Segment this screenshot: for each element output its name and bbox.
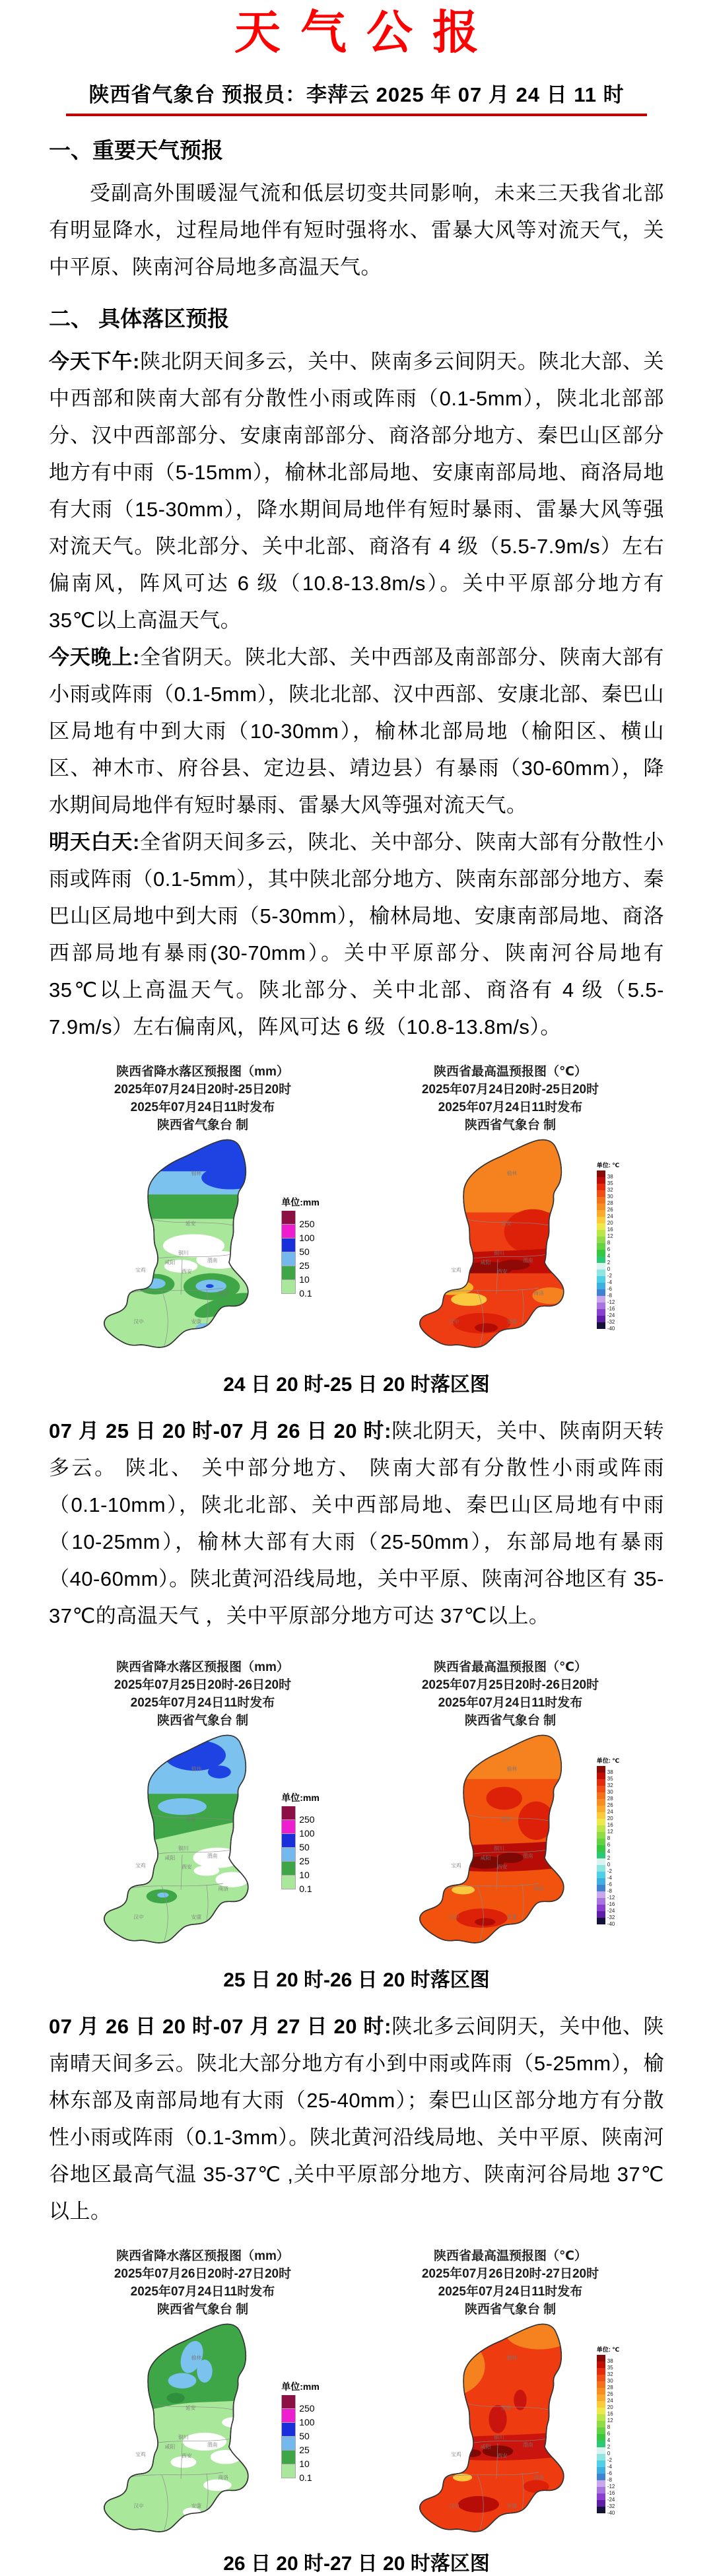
legend-value: 32 (607, 1186, 613, 1193)
legend-swatch (281, 2409, 296, 2423)
legend-value: 0 (607, 2450, 611, 2457)
legend-value: -16 (607, 2490, 615, 2496)
legend-value: 250 (299, 1218, 315, 1229)
map-title-line: 2025年07月24日11时发布 (130, 2285, 275, 2299)
temp-map-day1 (401, 1135, 594, 1353)
legend-swatch (597, 1177, 605, 1184)
legend-swatch (597, 1263, 605, 1270)
legend-value: -24 (607, 2496, 615, 2503)
legend-value: 24 (607, 1808, 613, 1815)
legend-swatch (597, 2388, 605, 2394)
legend-swatch (597, 1237, 605, 1243)
legend-value: 8 (607, 2423, 611, 2430)
legend-swatch (281, 1848, 296, 1862)
legend-swatch (597, 1858, 605, 1865)
legend-value: 26 (607, 1206, 613, 1213)
legend-value: 24 (607, 1213, 613, 1219)
legend-unit-label: 单位: ℃ (596, 1161, 620, 1169)
legend-swatch (597, 1852, 605, 1858)
legend-value: 28 (607, 1200, 613, 1206)
legend-swatch (597, 2381, 605, 2388)
legend-value: 0 (607, 1861, 611, 1868)
legend-value: -4 (607, 1874, 612, 1881)
map-pair-caption-day1: 24 日 20 时-25 日 20 时落区图 (223, 1374, 490, 1396)
legend-value: 10 (299, 1273, 310, 1285)
forecast-period-label: 07 月 26 日 20 时-07 月 27 日 20 时: (49, 2015, 391, 2038)
legend-value: -4 (607, 2463, 612, 2470)
legend-value: 28 (607, 2384, 613, 2390)
legend-value: -6 (607, 1285, 612, 1292)
legend-value: 100 (299, 2416, 315, 2427)
legend-value: 250 (299, 2402, 315, 2414)
legend-swatch (597, 1872, 605, 1878)
forecast-period-label: 07 月 25 日 20 时-07 月 26 日 20 时: (49, 1419, 391, 1442)
legend-value: 28 (607, 1795, 613, 1802)
forecast-tomorrow-day (49, 824, 664, 1046)
map-title-line: 陕西省降水落区预报图（mm） (116, 1065, 289, 1079)
issuer-line: 陕西省气象台 预报员：李萍云 2025 年 07 月 24 日 11 时 (66, 78, 646, 116)
legend-swatch (597, 1210, 605, 1217)
temp-map-day2 (401, 1731, 594, 1949)
legend-value: 30 (607, 1193, 613, 1200)
legend-unit-label: 单位:mm (281, 1792, 320, 1803)
legend-value: 16 (607, 1226, 613, 1233)
temp-map-column (356, 1658, 664, 1949)
legend-value: 100 (299, 1827, 315, 1839)
legend-value: 10 (299, 1869, 310, 1880)
legend-swatch (281, 1225, 296, 1238)
legend-swatch (597, 1197, 605, 1203)
legend-swatch (597, 2480, 605, 2487)
legend-value: 4 (607, 1252, 611, 1259)
temp-map-title (422, 1063, 599, 1134)
legend-swatch (597, 1878, 605, 1885)
legend-value: 0.1 (299, 1287, 312, 1299)
legend-value: 0 (607, 1266, 611, 1272)
section-heading-important: 一、重要天气预报 (49, 138, 223, 162)
legend-entry (597, 2355, 619, 2364)
legend-swatch (281, 1238, 296, 1252)
legend-value: 8 (607, 1835, 611, 1841)
legend-value: 32 (607, 2371, 613, 2377)
legend-swatch (281, 1820, 296, 1834)
legend-swatch (597, 1309, 605, 1316)
legend-swatch (597, 1243, 605, 1250)
map-title-line: 2025年07月24日20时-25日20时 (114, 1083, 292, 1097)
legend-swatch (281, 1211, 296, 1225)
map-title-line: 2025年07月26日20时-27日20时 (421, 2267, 599, 2281)
legend-value: 25 (299, 1260, 310, 1271)
legend-value: -12 (607, 2483, 615, 2490)
legend-value: 4 (607, 1848, 611, 1854)
legend-value: 6 (607, 1246, 611, 1252)
temp-map-column (356, 2247, 664, 2538)
map-title-line: 2025年07月25日20时-26日20时 (421, 1678, 599, 1692)
legend-value: 38 (607, 1173, 613, 1180)
legend-swatch (281, 2464, 296, 2478)
legend-value: 32 (607, 1782, 613, 1788)
legend-swatch (597, 2500, 605, 2507)
map-title-line: 2025年07月24日11时发布 (130, 1101, 275, 1114)
forecast-day3-paragraph (49, 2008, 664, 2230)
legend-value: 26 (607, 1802, 613, 1808)
legend-swatch (597, 2507, 605, 2513)
legend-value: 20 (607, 1815, 613, 1821)
legend-value: 4 (607, 2437, 611, 2443)
precip-map-column (49, 1063, 356, 1353)
important-forecast-paragraph: 受副高外围暖湿气流和低层切变共同影响，未来三天我省北部有明显降水，过程局地伴有短时强将水、雷暴大风等对流天气，关中平原、陕南河谷局地多高温天气。 (49, 182, 664, 279)
temp-map-title (422, 2247, 599, 2319)
legend-swatch (597, 1270, 605, 1276)
temp-map-day3 (401, 2320, 594, 2538)
legend-value: 8 (607, 1239, 611, 1246)
map-pair-caption-day2: 25 日 20 时-26 日 20 时落区图 (223, 1969, 490, 1991)
legend-swatch (597, 2493, 605, 2500)
precip-legend (281, 2380, 320, 2483)
map-title-line: 陕西省最高温预报图（℃） (433, 1660, 587, 1674)
map-title-line: 陕西省降水落区预报图（mm） (116, 2249, 289, 2263)
legend-swatch (597, 2447, 605, 2454)
legend-swatch (597, 2454, 605, 2460)
legend-swatch (281, 1876, 296, 1889)
map-title-line: 陕西省气象台 制 (464, 2303, 557, 2317)
legend-swatch (597, 1845, 605, 1852)
legend-swatch (597, 1766, 605, 1773)
legend-swatch (281, 1266, 296, 1280)
legend-value: -16 (607, 1305, 615, 1312)
legend-swatch (597, 2434, 605, 2441)
precip-map-day1 (86, 1135, 279, 1353)
legend-value: 30 (607, 1788, 613, 1795)
legend-value: -32 (607, 2503, 615, 2509)
forecast-period-label: 今天晚上: (49, 646, 140, 669)
legend-value: 38 (607, 1769, 613, 1775)
legend-value: 30 (607, 2377, 613, 2384)
map-title-line: 陕西省气象台 制 (464, 1118, 557, 1132)
legend-swatch (597, 1283, 605, 1289)
legend-swatch (597, 2368, 605, 2375)
legend-swatch (597, 1786, 605, 1792)
legend-swatch (597, 2487, 605, 2493)
temp-legend (596, 1161, 620, 1332)
legend-value: -6 (607, 2470, 612, 2476)
precip-map-column (49, 2247, 356, 2538)
forecast-period-text: 陕北多云间阴天，关中他、陕南晴天间多云。陕北大部分地方有小到中雨或阵雨（5-25mm），榆林东部及南部局地有大雨（25-40mm）；秦巴山区部分地方有分散性小雨或阵雨（0.1-3mm）。陕北黄河沿线局地、关中平原、陕南河谷地区最高气温 35-37℃ ,关中平原部分地方、陕南河谷局地 37℃以上。 (49, 2015, 664, 2223)
legend-value: 0.1 (299, 1883, 312, 1894)
legend-value: -32 (607, 1318, 615, 1325)
legend-swatch (597, 2408, 605, 2414)
legend-value: -8 (607, 1887, 612, 1894)
legend-swatch (597, 2401, 605, 2408)
legend-swatch (597, 2467, 605, 2474)
legend-value: 26 (607, 2390, 613, 2397)
legend-swatch (597, 1256, 605, 1263)
legend-value: 6 (607, 2430, 611, 2437)
legend-value: 2 (607, 1259, 611, 1266)
legend-value: 16 (607, 2410, 613, 2417)
map-pair-day1 (49, 1063, 664, 1353)
legend-value: 20 (607, 2404, 613, 2410)
legend-swatch (597, 2441, 605, 2447)
forecast-today-afternoon (49, 343, 664, 639)
forecast-period-text: 陕北阴天间多云，关中、陕南多云间阴天。陕北大部、关中西部和陕南大部有分散性小雨或阵雨（0.1-5mm），陕北北部部分、汉中西部部分、安康南部部分、商洛部分地方、秦巴山区部分地方有中雨（5-15mm），榆林北部局地、安康南部局地、商洛局地有大雨（15-30mm），降水期间局地伴有短时暴雨、雷暴大风等强对流天气。陕北部分、关中北部、商洛有 4 级（5.5-7.9m/s）左右偏南风，阵风可达 6 级（10.8-13.8m/s）。关中平原部分地方有 35℃以上高温天气。 (49, 350, 665, 632)
legend-value: -40 (607, 2509, 615, 2516)
map-pair-day2 (49, 1658, 664, 1949)
legend-value: -40 (607, 1920, 615, 1927)
forecast-period-text: 陕北阴天，关中、陕南阴天转多云。 陕北、 关中部分地方、 陕南大部有分散性小雨或阵雨（0.1-10mm），陕北北部、关中西部局地、秦巴山区局地有中雨（10-25mm），榆林大部有大雨（25-50mm），东部局地有暴雨（40-60mm）。陕北黄河沿线局地，关中平原、陕南河谷地区有 35-37℃的高温天气 ，关中平原部分地方可达 37℃以上。 (49, 1419, 664, 1627)
map-title-line: 2025年07月24日11时发布 (438, 2285, 583, 2299)
legend-entry (281, 1806, 320, 1825)
legend-swatch (597, 2421, 605, 2427)
legend-value: 100 (299, 1232, 315, 1243)
legend-value: 16 (607, 1821, 613, 1828)
forecast-period-text: 全省阴天间多云，陕北、关中部分、陕南大部有分散性小雨或阵雨（0.1-5mm），其中陕北部分地方、陕南东部部分地方、秦巴山区局地中到大雨（5-30mm），榆林局地、安康南部局地、商洛西部局地有暴雨(30-70mm）。关中平原部分、陕南河谷局地有 35℃以上高温天气。陕北部分、关中北部、商洛有 4 级（5.5-7.9m/s）左右偏南风，阵风可达 6 级（10.8-13.8m/s）。 (49, 830, 665, 1038)
legend-unit-label: 单位: ℃ (596, 1757, 620, 1764)
legend-swatch (597, 1819, 605, 1825)
map-title-line: 2025年07月24日11时发布 (438, 1101, 583, 1114)
legend-swatch (597, 1885, 605, 1891)
map-title-line: 陕西省气象台 制 (156, 1714, 249, 1728)
issuer-line-wrap (49, 78, 664, 116)
legend-value: 50 (299, 1841, 310, 1852)
legend-value: 35 (607, 1180, 613, 1186)
legend-value: 2 (607, 2443, 611, 2450)
legend-entry (281, 1211, 320, 1229)
precip-map-title (114, 1063, 291, 1134)
map-title-line: 陕西省最高温预报图（℃） (433, 1065, 587, 1079)
legend-value: 20 (607, 1219, 613, 1226)
legend-value: -2 (607, 1868, 612, 1874)
legend-swatch (597, 1905, 605, 1911)
legend-swatch (597, 1773, 605, 1779)
legend-value: 50 (299, 2430, 310, 2441)
map-title-line: 陕西省气象台 制 (156, 1118, 249, 1132)
legend-value: -32 (607, 1914, 615, 1920)
forecast-period-text: 全省阴天。陕北大部、关中西部及南部部分、陕南大部有小雨或阵雨（0.1-5mm），陕北北部、汉中西部、安康北部、秦巴山区局地有中到大雨（10-30mm），榆林北部局地（榆阳区、横山区、神木市、府谷县、定边县、靖边县）有暴雨（30-60mm），降水期间局地伴有短时暴雨、雷暴大风等强对流天气。 (49, 646, 665, 817)
map-title-line: 陕西省降水落区预报图（mm） (116, 1660, 289, 1674)
legend-swatch (281, 1862, 296, 1876)
legend-swatch (597, 1296, 605, 1303)
legend-swatch (597, 2474, 605, 2480)
legend-swatch (281, 2395, 296, 2409)
temp-legend (596, 2345, 620, 2516)
legend-swatch (597, 1865, 605, 1872)
precip-map-day3 (86, 2320, 279, 2538)
legend-swatch (597, 2414, 605, 2421)
legend-swatch (597, 1217, 605, 1223)
legend-value: 12 (607, 2417, 613, 2423)
map-title-line: 陕西省气象台 制 (156, 2303, 249, 2317)
legend-value: 24 (607, 2397, 613, 2404)
legend-value: -40 (607, 1325, 615, 1332)
legend-swatch (281, 2423, 296, 2437)
legend-value: 35 (607, 1775, 613, 1782)
legend-value: 12 (607, 1828, 613, 1835)
temp-regions (401, 1209, 594, 1353)
legend-swatch (597, 1303, 605, 1309)
legend-swatch (281, 2451, 296, 2464)
page-title: 天气公报 (234, 7, 498, 58)
precip-map-column (49, 1658, 356, 1949)
legend-value: 6 (607, 1841, 611, 1848)
legend-value: 0.1 (299, 2472, 312, 2483)
legend-swatch (597, 1918, 605, 1924)
legend-value: -2 (607, 2457, 612, 2463)
legend-swatch (597, 1832, 605, 1839)
forecast-tonight (49, 639, 664, 824)
precip-map-day2 (86, 1731, 279, 1949)
legend-swatch (597, 1825, 605, 1832)
precip-legend (281, 1791, 320, 1894)
section-heading-zones: 二、 具体落区预报 (49, 306, 230, 331)
map-title-line: 2025年07月26日20时-27日20时 (114, 2267, 292, 2281)
legend-value: -16 (607, 1901, 615, 1907)
legend-value: 38 (607, 2357, 613, 2364)
legend-swatch (597, 1322, 605, 1329)
map-title-line: 陕西省气象台 制 (464, 1714, 557, 1728)
forecast-day2-paragraph (49, 1413, 664, 1635)
legend-entry (597, 1766, 619, 1773)
precip-map-title (114, 2247, 291, 2319)
map-title-line: 2025年07月25日20时-26日20时 (114, 1678, 292, 1692)
legend-value: -8 (607, 2476, 612, 2483)
legend-swatch (597, 1223, 605, 1230)
legend-value: 50 (299, 1246, 310, 1257)
legend-swatch (597, 1203, 605, 1210)
weather-bulletin-page (0, 4, 713, 2576)
precip-legend (281, 1196, 320, 1299)
map-pair-day3 (49, 2247, 664, 2538)
legend-swatch (597, 2375, 605, 2381)
legend-swatch (597, 2460, 605, 2467)
legend-unit-label: 单位:mm (281, 2381, 320, 2392)
legend-value: -12 (607, 1894, 615, 1901)
legend-swatch (597, 1190, 605, 1197)
legend-unit-label: 单位: ℃ (596, 2346, 620, 2353)
legend-entry (281, 2395, 320, 2414)
legend-value: 250 (299, 1813, 315, 1825)
legend-swatch (597, 1812, 605, 1819)
map-title-line: 2025年07月24日11时发布 (438, 1696, 583, 1710)
legend-swatch (597, 2427, 605, 2434)
legend-value: 25 (299, 1855, 310, 1866)
legend-swatch (597, 1170, 605, 1177)
legend-value: -12 (607, 1299, 615, 1305)
legend-swatch (597, 1230, 605, 1237)
legend-swatch (597, 1316, 605, 1322)
legend-swatch (597, 2355, 605, 2361)
legend-swatch (597, 1799, 605, 1806)
legend-swatch (597, 2361, 605, 2368)
legend-swatch (597, 2394, 605, 2401)
legend-value: -24 (607, 1907, 615, 1914)
legend-value: 12 (607, 1233, 613, 1239)
legend-swatch (281, 2437, 296, 2451)
legend-value: 25 (299, 2444, 310, 2455)
forecast-period-label: 明天白天: (49, 830, 140, 854)
legend-swatch (597, 1898, 605, 1905)
forecast-period-label: 今天下午: (49, 350, 140, 373)
map-title-line: 2025年07月24日11时发布 (130, 1696, 275, 1710)
legend-value: -8 (607, 1292, 612, 1299)
legend-swatch (281, 1280, 296, 1294)
legend-swatch (281, 1834, 296, 1848)
map-pair-caption-day3: 26 日 20 时-27 日 20 时落区图 (223, 2553, 490, 2575)
temp-map-column (356, 1063, 664, 1353)
legend-swatch (597, 1250, 605, 1256)
legend-value: 2 (607, 1854, 611, 1861)
legend-value: -4 (607, 1279, 612, 1285)
legend-swatch (597, 1184, 605, 1190)
temp-legend (596, 1756, 620, 1927)
legend-swatch (597, 1891, 605, 1898)
legend-value: -6 (607, 1881, 612, 1887)
precip-map-title (114, 1658, 291, 1730)
legend-unit-label: 单位:mm (281, 1196, 320, 1207)
map-title-line: 2025年07月24日20时-25日20时 (421, 1083, 599, 1097)
legend-entry (597, 1170, 619, 1180)
legend-swatch (597, 1806, 605, 1812)
temp-map-title (422, 1658, 599, 1730)
legend-swatch (597, 1792, 605, 1799)
legend-swatch (281, 1252, 296, 1266)
legend-swatch (597, 1839, 605, 1845)
legend-value: -24 (607, 1312, 615, 1318)
legend-value: -2 (607, 1272, 612, 1279)
legend-value: 35 (607, 2364, 613, 2371)
legend-swatch (597, 1911, 605, 1918)
legend-swatch (597, 1289, 605, 1296)
legend-swatch (281, 1806, 296, 1820)
map-title-line: 陕西省最高温预报图（℃） (433, 2249, 587, 2263)
legend-swatch (597, 1276, 605, 1283)
legend-swatch (597, 1779, 605, 1786)
legend-value: 10 (299, 2458, 310, 2469)
